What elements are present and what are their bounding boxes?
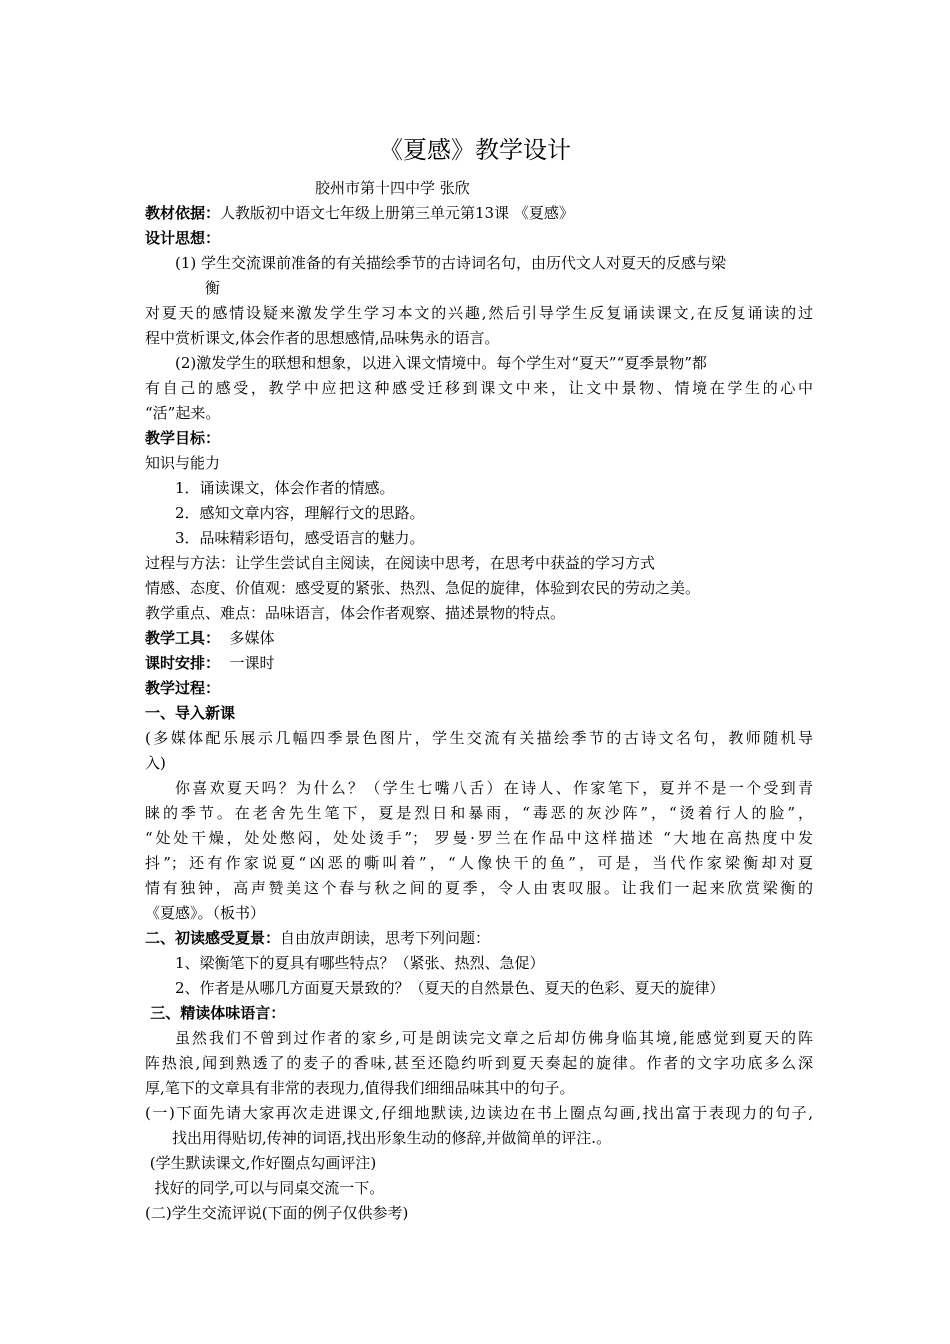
tool-line [145,626,813,651]
section-2-question-2: 2、作者是从哪几方面夏天景致的？（夏天的自然景色、夏天的色彩、夏天的旋律） [175,979,725,997]
time-label: 课时安排： [145,654,221,672]
section-2-line [145,926,813,951]
time-text: 一课时 [220,654,275,672]
goal-heading: 教学目标： [145,429,221,447]
section-1-line-h: 《夏感》。（板书） [145,904,266,922]
section-1-line-d: 睐的季节。在老舍先生笔下，夏是烈日和暴雨，“毒恶的灰沙阵”，“烫着行人的脸”， [145,804,813,822]
tool-label: 教学工具： [145,629,221,647]
goal-item-2: 2．感知文章内容，理解行文的思路。 [175,504,425,522]
section-3-line-h: (二)学生交流评说(下面的例子仅供参考) [145,1204,409,1222]
section-3-line-d: (一)下面先请大家再次走进课文,仔细地默读,边读边在书上圈点勾画,找出富于表现力的句子, [145,1104,813,1122]
section-1-heading: 一、导入新课 [145,704,236,722]
process-heading: 教学过程： [145,679,221,697]
section-3-line-f: (学生默读课文,作好圈点勾画评注) [145,1154,377,1172]
keypoints-line: 教学重点、难点：品味语言，体会作者观察、描述景物的特点。 [145,604,566,622]
section-3-line-c: 厚,笔下的文章具有非常的表现力,值得我们细细品味其中的句子。 [145,1079,575,1097]
design-paragraph-2: (2)激发学生的联想和想象，以进入课文情境中。每个学生对“夏天”“夏季景物”都 [175,354,707,372]
design-heading: 设计思想： [145,229,221,247]
section-1-line-a: (多媒体配乐展示几幅四季景色图片，学生交流有关描绘季节的古诗文名句，教师随机导 [145,729,813,747]
time-line [145,651,813,676]
section-3-line-b: 阵热浪,闻到熟透了的麦子的香味,甚至还隐约听到夏天奏起的旋律。作者的文字功底多么深 [145,1054,813,1072]
goal-item-1: 1．诵读课文，体会作者的情感。 [175,479,395,497]
basis-label: 教材依据： [145,204,221,222]
section-2-heading: 二、初读感受夏景： [145,929,281,947]
emotion-line: 情感、态度、价值观：感受夏的紧张、热烈、急促的旋律，体验到农民的劳动之美。 [145,579,701,597]
design-paragraph-2-end: “活”起来。 [145,404,221,422]
section-1-line-g: 情有独钟，高声赞美这个春与秋之间的夏季，令人由衷叹服。让我们一起来欣赏梁衡的 [145,879,813,897]
section-3-line-e: 找出用得贴切,传神的词语,找出形象生动的修辞,并做简单的评注.。 [172,1129,612,1147]
goal-subheading: 知识与能力 [145,454,221,472]
design-paragraph-1-cont: 对夏天的感情设疑来激发学生学习本文的兴趣,然后引导学生反复诵读课文,在反复诵读的过 [145,304,813,322]
section-1-line-c: 你喜欢夏天吗？为什么？（学生七嘴八舌）在诗人、作家笔下，夏并不是一个受到青 [175,779,813,797]
design-paragraph-1: (1) 学生交流课前准备的有关描绘季节的古诗词名句，由历代文人对夏天的反感与梁 [175,254,727,272]
section-2-question-1: 1、梁衡笔下的夏具有哪些特点？（紧张、热烈、急促） [175,954,545,972]
design-paragraph-1-end: 程中赏析课文,体会作者的思想感情,品味隽永的语言。 [145,329,500,347]
basis-text: 人教版初中语文七年级上册第三单元第13课 《夏感》 [220,204,574,222]
section-1-line-f: 抖”；还有作家说夏“凶恶的嘶叫着”，“人像快干的鱼”，可是，当代作家梁衡却对夏 [145,854,813,872]
design-paragraph-2-cont: 有自己的感受，教学中应把这种感受迁移到课文中来，让文中景物、情境在学生的心中 [145,379,813,397]
section-3-line-g: 找好的同学,可以与同桌交流一下。 [145,1179,385,1197]
section-3-heading: 三、精读体味语言： [145,1004,286,1022]
tool-text: 多媒体 [220,629,275,647]
section-1-line-b: 入) [145,754,166,772]
document-title: 《夏感》教学设计 [379,136,571,164]
section-2-text: 自由放声朗读，思考下列问题： [280,929,491,947]
design-paragraph-1-wrap: 衡 [205,279,221,297]
section-3-line-a: 虽然我们不曾到过作者的家乡,可是朗读完文章之后却仿佛身临其境,能感觉到夏天的阵 [175,1029,813,1047]
author-line: 胶州市第十四中学 张欣 [315,179,470,197]
basis-line [145,201,813,226]
process-method-line: 过程与方法：让学生尝试自主阅读，在阅读中思考，在思考中获益的学习方式 [145,554,656,572]
section-1-line-e: “处处干燥，处处憋闷，处处烫手”； 罗曼·罗兰在作品中这样描述 “大地在高热度中发 [145,829,813,847]
goal-item-3: 3．品味精彩语句，感受语言的魅力。 [175,529,425,547]
